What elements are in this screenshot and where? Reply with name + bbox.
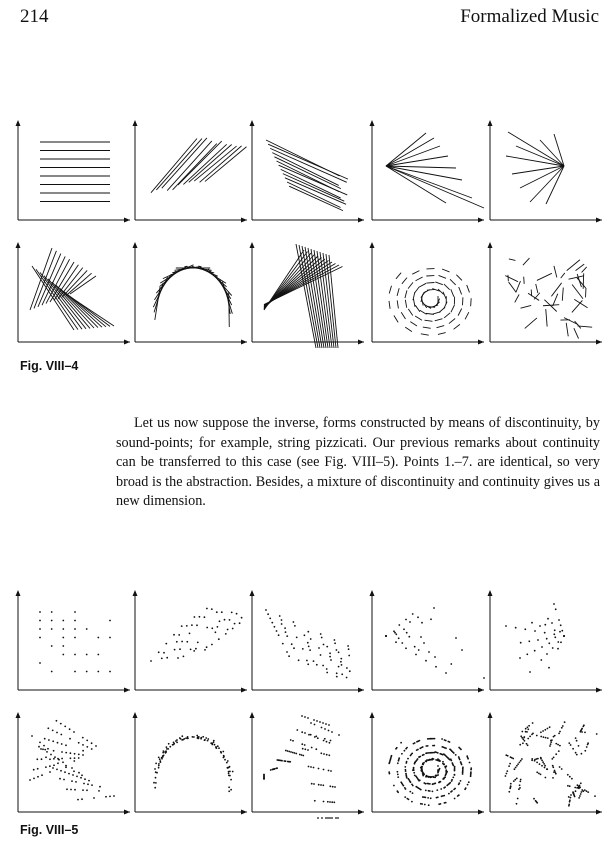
figure-viii-5 [0, 590, 615, 825]
figure-viii-5-panel-6 [16, 712, 131, 815]
figure-viii-4-panel-3 [250, 120, 365, 223]
figure-viii-4 [0, 120, 615, 355]
running-head: Formalized Music [460, 6, 599, 27]
figure-viii-5-panel-10 [488, 712, 603, 815]
figure-viii-4-panel-6 [16, 242, 131, 345]
figure-viii-4-panel-10 [488, 242, 603, 345]
figure-viii-5-panel-2 [133, 590, 248, 693]
body-paragraph [116, 414, 600, 512]
figure-viii-4-panel-7 [133, 242, 248, 345]
figure-viii-5-caption: Fig. VIII–5 [20, 823, 79, 837]
figure-viii-5-panel-1 [16, 590, 131, 693]
figure-viii-5-panel-7 [133, 712, 248, 815]
figure-viii-4-panel-1 [16, 120, 131, 223]
figure-viii-4-panel-8 [250, 242, 365, 348]
figure-viii-5-panel-3 [250, 590, 365, 693]
paragraph-text: Let us now suppose the inverse, forms constructed by means of discontinuity, by sound-points; for example, string pizzicati. Our previous remarks about continuity can be transferred to this case (see Fig. VIII–5). Points 1.–7. are identical, so very broad is the abstraction. Besides, a mixture of discontinuity and continuity gives us a new dimension. [116, 415, 600, 509]
figure-viii-5-panel-4 [370, 590, 485, 693]
figure-viii-5-panel-5 [488, 590, 603, 693]
figure-viii-5-panel-8 [250, 712, 365, 819]
figure-viii-4-panel-9 [370, 242, 485, 345]
figure-viii-4-panel-4 [370, 120, 485, 223]
figure-viii-4-caption: Fig. VIII–4 [20, 359, 79, 373]
figure-viii-4-panel-5 [488, 120, 603, 223]
figure-viii-5-panel-9 [370, 712, 485, 815]
figure-viii-4-panel-2 [133, 120, 248, 223]
page-number: 214 [20, 6, 49, 27]
